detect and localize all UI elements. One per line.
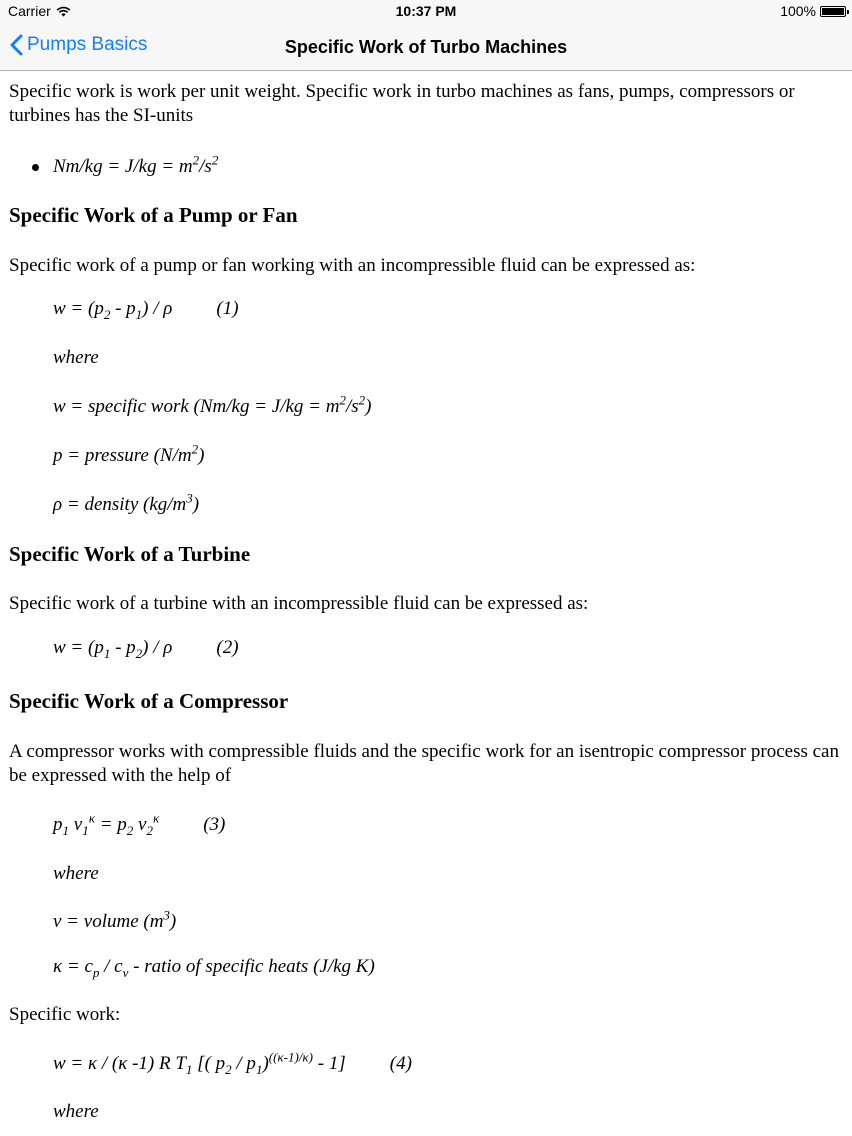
equation-4: w = κ / (κ -1) R $T_1$ [( $p_2 / p_1)^{((\kappa-1)/\kappa)} - 1$] (4) xyxy=(53,1049,412,1077)
equation-3: $p_1$ $v_1^\kappa = p_2$ $v_2^\kappa$ (3) xyxy=(53,810,226,838)
equation-number: (3) xyxy=(203,814,226,835)
compressor-paragraph: A compressor works with compressible fluids and the specific work for an isentropic compressor process can be expressed with the help of xyxy=(9,741,839,786)
heading-turbine: Specific Work of a Turbine xyxy=(9,542,251,566)
pump-paragraph: Specific work of a pump or fan working with an incompressible fluid can be expressed as: xyxy=(9,255,696,276)
battery-percent: 100% xyxy=(780,3,816,19)
specific-work-label: Specific work: xyxy=(9,1004,121,1025)
back-button[interactable] xyxy=(10,34,147,56)
heading-pump-fan: Specific Work of a Pump or Fan xyxy=(9,203,298,227)
definition-kappa: $\kappa = c_p / c_v$ - ratio of specific heats (J/kg K) xyxy=(53,956,375,980)
clock: 10:37 PM xyxy=(395,3,457,19)
article-content xyxy=(9,80,839,1122)
equation-number: (2) xyxy=(216,637,239,658)
chevron-left-icon xyxy=(10,34,23,56)
navigation-bar xyxy=(0,24,852,71)
carrier-label: Carrier xyxy=(8,3,51,19)
battery-icon xyxy=(820,6,846,17)
back-button-label: Pumps Basics xyxy=(27,34,148,55)
equation-1: $w = (p_2 - p_1) / \rho$ (1) xyxy=(53,298,239,322)
page-title: Specific Work of Turbo Machines xyxy=(284,37,568,57)
definition-w: w = specific work $(Nm/kg = J/kg = m^2/s^2)$ xyxy=(53,392,372,417)
definition-p: p = pressure $(N/m^2)$ xyxy=(53,441,205,466)
equation-number: (1) xyxy=(216,298,239,319)
definition-rho: ρ = density $(kg/m^3)$ xyxy=(53,490,200,515)
intro-paragraph: Specific work is work per unit weight. Specific work in turbo machines as fans, pumps, compressors or turbines has the SI-units xyxy=(9,81,795,126)
turbine-paragraph: Specific work of a turbine with an incompressible fluid can be expressed as: xyxy=(9,593,589,614)
heading-compressor: Specific Work of a Compressor xyxy=(9,689,289,713)
status-bar xyxy=(0,0,852,24)
si-units-list xyxy=(9,152,839,179)
where-label: where xyxy=(53,1101,99,1122)
where-label: where xyxy=(53,347,99,368)
equation-2: $w = (p_1 - p_2) / \rho$ (2) xyxy=(53,637,239,661)
where-label: where xyxy=(53,863,99,884)
definition-v: v = volume $(m^3)$ xyxy=(53,907,177,932)
equation-number: (4) xyxy=(389,1053,412,1074)
si-units-item: $Nm/kg = J/kg = m^2/s^2$ xyxy=(53,155,839,179)
